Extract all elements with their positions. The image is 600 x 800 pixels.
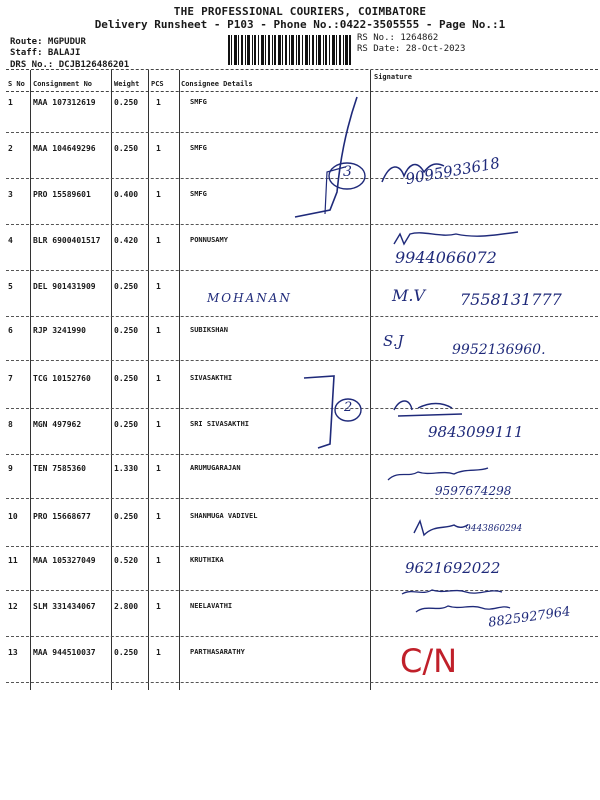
row-pcs: 1 xyxy=(156,190,161,199)
row-sno: 5 xyxy=(8,282,13,291)
row-weight: 2.800 xyxy=(114,602,139,611)
handwritten-phone: 9095933618 xyxy=(404,153,502,189)
row-pcs: 1 xyxy=(156,648,161,657)
staff-label: Staff: BALAJI xyxy=(10,48,81,58)
row-divider xyxy=(6,498,598,499)
row-weight: 0.250 xyxy=(114,512,139,521)
row-pcs: 1 xyxy=(156,420,161,429)
row-pcs: 1 xyxy=(156,282,161,291)
row-consignment: TEN 7585360 xyxy=(33,464,86,473)
signature-row-8 xyxy=(390,394,470,420)
signature-row-10 xyxy=(410,515,470,541)
row-consignee: NEELAVATHI xyxy=(190,602,233,610)
company-title: THE PROFESSIONAL COURIERS, COIMBATORE xyxy=(173,5,427,18)
col-signature-header: Signature xyxy=(374,73,412,81)
row-weight: 0.250 xyxy=(114,282,139,291)
runsheet-title: Delivery Runsheet - P103 - Phone No.:0422-3505555 - Page No.:1 xyxy=(94,18,506,31)
row-pcs: 1 xyxy=(156,326,161,335)
row-pcs: 1 xyxy=(156,98,161,107)
col-sno-header: S No xyxy=(8,80,25,88)
col-pcs-header: PCS xyxy=(151,80,164,88)
row-consignment: BLR 6900401517 xyxy=(33,236,101,245)
row-weight: 0.250 xyxy=(114,374,139,383)
row-sno: 8 xyxy=(8,420,13,429)
row-sno: 6 xyxy=(8,326,13,335)
handwritten-count: 3 xyxy=(343,164,352,180)
col-consignee-header: Consignee Details xyxy=(181,80,253,88)
row-weight: 0.250 xyxy=(114,420,139,429)
table-row xyxy=(0,648,600,693)
row-pcs: 1 xyxy=(156,512,161,521)
row-consignee: PARTHASARATHY xyxy=(190,648,245,656)
row-consignee: SMFG xyxy=(190,98,207,106)
barcode-image xyxy=(228,35,352,65)
row-weight: 0.420 xyxy=(114,236,139,245)
row-sno: 13 xyxy=(8,648,18,657)
row-divider xyxy=(6,360,598,361)
row-consignment: TCG 10152760 xyxy=(33,374,91,383)
handwritten-phone: 9621692022 xyxy=(405,559,501,577)
row-sno: 11 xyxy=(8,556,18,565)
row-sno: 3 xyxy=(8,190,13,199)
route-label: Route: MGPUDUR xyxy=(10,37,86,47)
row-divider xyxy=(6,682,598,683)
signature-row-9 xyxy=(384,462,494,486)
col-consignment-header: Consignment No xyxy=(33,80,93,88)
row-weight: 0.250 xyxy=(114,648,139,657)
row-consignment: MAA 944510037 xyxy=(33,648,96,657)
row-divider xyxy=(6,546,598,547)
handwritten-count: 2 xyxy=(344,400,353,415)
handwritten-phone: 9952136960. xyxy=(452,342,546,358)
row-consignment: SLM 331434067 xyxy=(33,602,96,611)
row-divider xyxy=(6,454,598,455)
col-weight-header: Weight xyxy=(114,80,140,88)
row-consignment: PRO 15589601 xyxy=(33,190,91,199)
header-divider-top xyxy=(6,69,598,70)
row-sno: 2 xyxy=(8,144,13,153)
row-sno: 4 xyxy=(8,236,13,245)
table-row xyxy=(0,512,600,557)
handwritten-phone: 9843099111 xyxy=(428,423,524,441)
row-consignee: SMFG xyxy=(190,144,207,152)
drs-number: DRS No.: DCJB126486201 xyxy=(10,60,130,70)
row-consignee: ARUMUGARAJAN xyxy=(190,464,241,472)
row-consignee: SUBIKSHAN xyxy=(190,326,228,334)
handwritten-signature: S.J xyxy=(383,332,404,350)
handwritten-name: MOHANAN xyxy=(207,291,292,305)
row-weight: 0.250 xyxy=(114,98,139,107)
row-divider xyxy=(6,270,598,271)
row-pcs: 1 xyxy=(156,602,161,611)
row-sno: 1 xyxy=(8,98,13,107)
row-sno: 12 xyxy=(8,602,18,611)
row-pcs: 1 xyxy=(156,374,161,383)
row-consignment: RJP 3241990 xyxy=(33,326,86,335)
row-sno: 9 xyxy=(8,464,13,473)
handwritten-phone: 8825927964 xyxy=(487,604,572,631)
row-consignment: MAA 104649296 xyxy=(33,144,96,153)
row-sno: 10 xyxy=(8,512,18,521)
rs-date: RS Date: 28-Oct-2023 xyxy=(357,44,466,54)
bracket-rows-7-8 xyxy=(296,374,376,454)
row-consignee: SRI SIVASAKTHI xyxy=(190,420,250,428)
row-weight: 0.250 xyxy=(114,144,139,153)
row-weight: 0.250 xyxy=(114,326,139,335)
row-consignment: MAA 107312619 xyxy=(33,98,96,107)
row-pcs: 1 xyxy=(156,144,161,153)
row-weight: 0.520 xyxy=(114,556,139,565)
row-pcs: 1 xyxy=(156,236,161,245)
row-divider xyxy=(6,636,598,637)
row-consignee: SHANMUGA VADIVEL xyxy=(190,512,258,520)
row-pcs: 1 xyxy=(156,464,161,473)
row-consignee: PONNUSAMY xyxy=(190,236,228,244)
row-consignee: SIVASAKTHI xyxy=(190,374,233,382)
row-divider xyxy=(6,316,598,317)
row-consignment: MAA 105327049 xyxy=(33,556,96,565)
row-consignment: PRO 15668677 xyxy=(33,512,91,521)
handwritten-phone: 9944066072 xyxy=(395,248,497,267)
row-consignment: MGN 497962 xyxy=(33,420,82,429)
rs-number: RS No.: 1264862 xyxy=(357,33,439,43)
row-consignment: DEL 901431909 xyxy=(33,282,96,291)
handwritten-signature: M.V xyxy=(392,286,426,305)
handwritten-phone: 9443860294 xyxy=(465,524,523,534)
handwritten-phone: 9597674298 xyxy=(435,484,512,498)
row-pcs: 1 xyxy=(156,556,161,565)
handwritten-cn-mark: C/N xyxy=(400,642,458,680)
handwritten-phone: 7558131777 xyxy=(460,290,562,309)
row-sno: 7 xyxy=(8,374,13,383)
row-consignee: SMFG xyxy=(190,190,207,198)
row-weight: 1.330 xyxy=(114,464,139,473)
bracket-rows-1-3 xyxy=(285,92,375,227)
row-consignee: KRUTHIKA xyxy=(190,556,224,564)
row-weight: 0.400 xyxy=(114,190,139,199)
